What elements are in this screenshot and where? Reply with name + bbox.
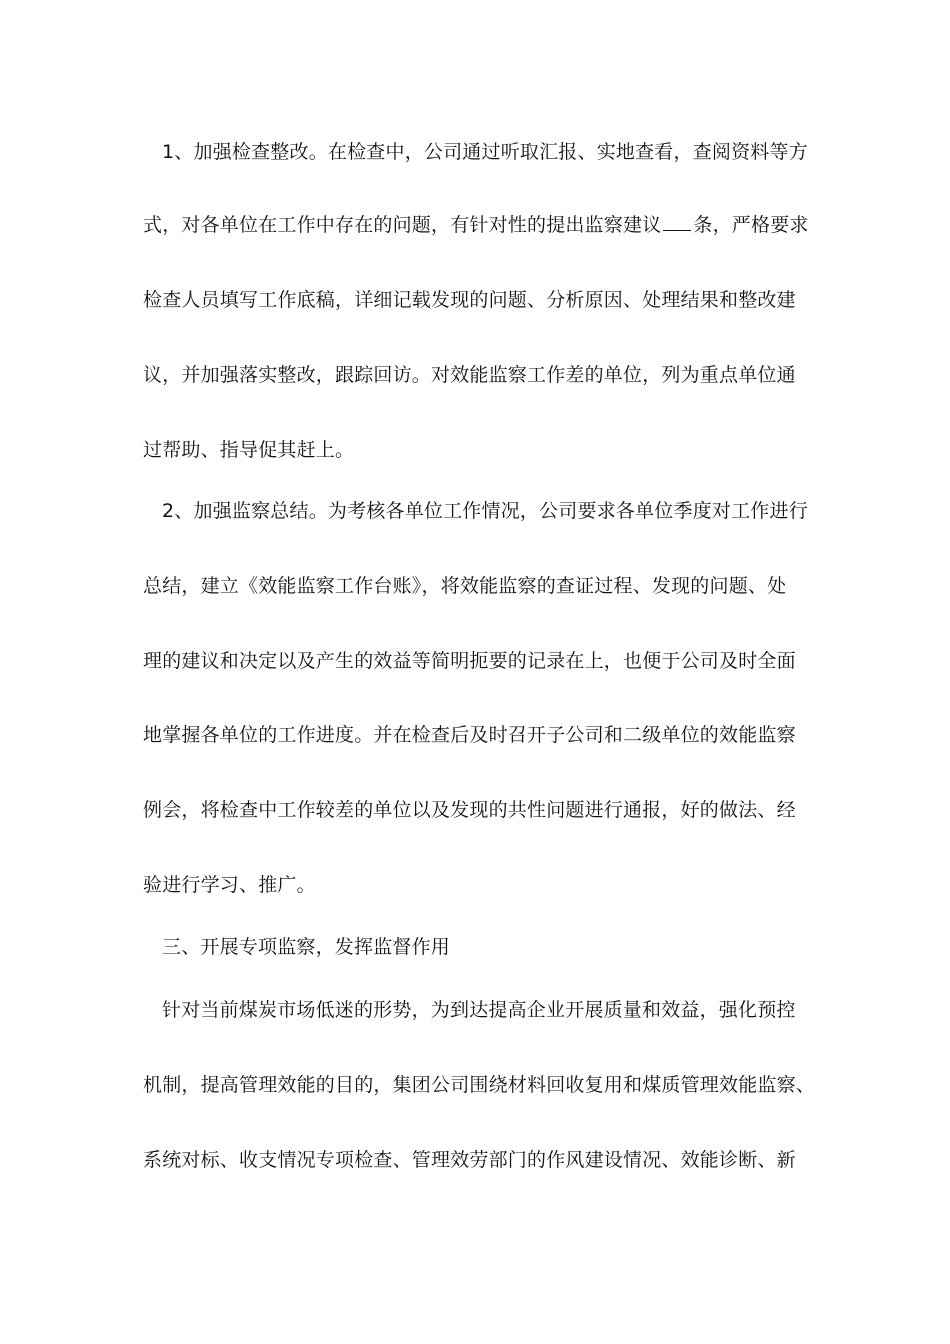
- para1-line3: 检查人员填写工作底稿，详细记载发现的问题、分析原因、处理结果和整改建: [143, 289, 796, 311]
- para1-line2-part-b: 条，严格要求: [693, 214, 809, 236]
- para3-line2: 机制，提高管理效能的目的，集团公司围绕材料回收复用和煤质管理效能监察、: [143, 1074, 816, 1096]
- para3-line1: 针对当前煤炭市场低迷的形势，为到达提高企业开展质量和效益，强化预控: [162, 999, 796, 1021]
- para1-line2: [143, 212, 813, 238]
- para2-line4: 地掌握各单位的工作进度。并在检查后及时召开子公司和二级单位的效能监察: [143, 724, 796, 746]
- para1-line4: 议，并加强落实整改，跟踪回访。对效能监察工作差的单位，列为重点单位通: [143, 364, 796, 386]
- para3-line3: 系统对标、收支情况专项检查、管理效劳部门的作风建设情况、效能诊断、新: [143, 1149, 796, 1171]
- para2-line2: 总结，建立《效能监察工作台账》，将效能监察的查证过程、发现的问题、处: [143, 575, 787, 597]
- para1-line2-part-a: 式，对各单位在工作中存在的问题，有针对性的提出监察建议: [143, 214, 662, 236]
- section-heading-3: 三、开展专项监察，发挥监督作用: [162, 936, 451, 958]
- para1-line1: 1、加强检查整改。在检查中，公司通过听取汇报、实地查看，查阅资料等方: [162, 141, 808, 163]
- para2-line5: 例会，将检查中工作较差的单位以及发现的共性问题进行通报，好的做法、经: [143, 799, 796, 821]
- para1-line5: 过帮助、指导促其赶上。: [143, 439, 355, 461]
- para2-line1: 2、加强监察总结。为考核各单位工作情况，公司要求各单位季度对工作进行: [162, 500, 808, 522]
- para2-line3: 理的建议和决定以及产生的效益等简明扼要的记录在上，也便于公司及时全面: [143, 650, 796, 672]
- para2-line6: 验进行学习、推广。: [143, 874, 316, 896]
- blank-underline: [663, 214, 691, 231]
